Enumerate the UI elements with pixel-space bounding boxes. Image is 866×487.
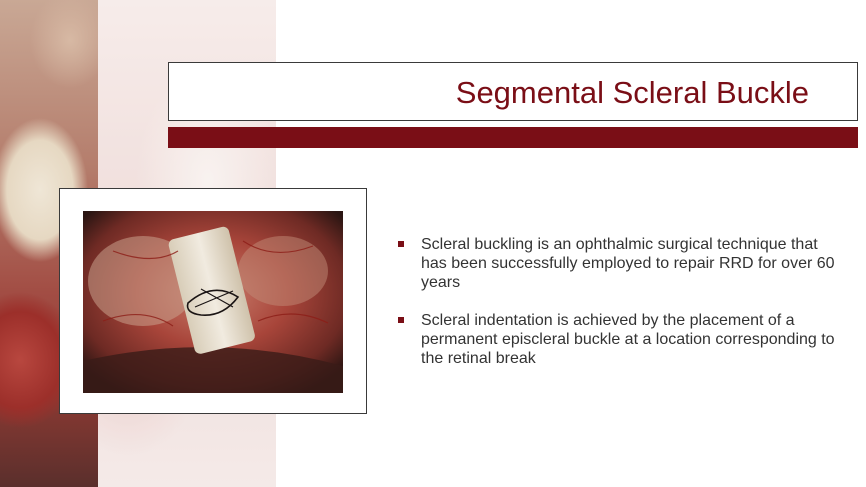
surgical-photo-frame bbox=[59, 188, 367, 414]
title-accent-bar bbox=[168, 127, 858, 148]
bullet-text: Scleral buckling is an ophthalmic surgical technique that has been successfully employed to repair RRD for over 60 years bbox=[421, 236, 835, 291]
bullet-text: Scleral indentation is achieved by the placement of a permanent episcleral buckle at a location corresponding to the retinal break bbox=[421, 312, 835, 367]
bullet-item bbox=[398, 311, 838, 368]
title-box bbox=[168, 62, 858, 121]
bullet-item bbox=[398, 235, 838, 292]
slide-title: Segmental Scleral Buckle bbox=[455, 75, 809, 110]
square-bullet-icon bbox=[398, 241, 404, 247]
square-bullet-icon bbox=[398, 317, 404, 323]
bullet-list bbox=[398, 235, 838, 368]
scleral-buckle-photo bbox=[83, 211, 343, 393]
